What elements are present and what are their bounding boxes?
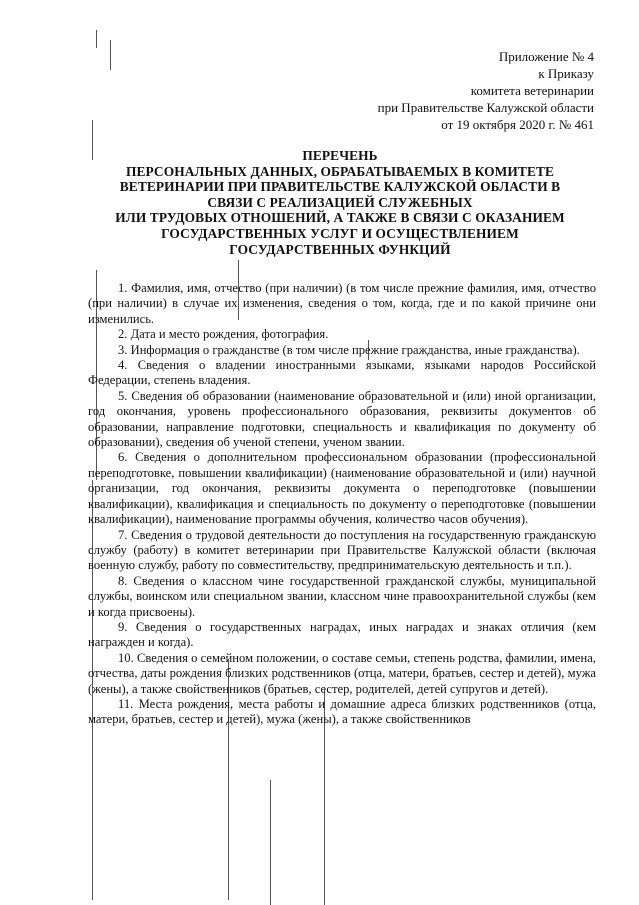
- scan-artifact-line: [96, 30, 97, 48]
- document-body: [88, 281, 596, 728]
- list-item: 5. Сведения об образовании (наименование образовательной и (или) иной организации, год окончания, уровень профессионального образования, реквизиты документов об образовании, направление подготовки, специальность и квалификация по документу об образовании), сведения об ученой степени, ученом звании.: [88, 388, 596, 450]
- list-item: 7. Сведения о трудовой деятельности до поступления на государственную гражданскую службу (работу) в комитет ветеринарии при Правительстве Калужской области (включая военную службу, работу по совместительству, предпринимательскую деятельность и т.п.).: [88, 527, 596, 573]
- appendix-order-ref: к Приказу: [538, 66, 594, 81]
- list-item: 1. Фамилия, имя, отчество (при наличии) (в том числе прежние фамилия, имя, отчество (при наличии) в случае их изменения, сведения о том, когда, где и по какой причине они изменились.: [88, 281, 596, 326]
- title-line: ИЛИ ТРУДОВЫХ ОТНОШЕНИЙ, А ТАКЖЕ В СВЯЗИ С ОКАЗАНИЕМ: [115, 210, 565, 226]
- scan-artifact-line: [270, 780, 271, 905]
- list-item: 4. Сведения о владении иностранными языками, языками народов Российской Федерации, степень владения.: [88, 358, 596, 388]
- list-item: 6. Сведения о дополнительном профессиональном образовании (профессиональной переподготовке, повышении квалификации) (наименование образовательной и (или) научной организации, год окончания, реквизиты документа о переподготовке (повышении квалификации), квалификация и специальность по документу о переподготовке (повышении квалификации), наименование программы обучения, количество часов обучения).: [88, 450, 596, 527]
- document-title: [90, 148, 590, 257]
- title-line: ВЕТЕРИНАРИИ ПРИ ПРАВИТЕЛЬСТВЕ КАЛУЖСКОЙ ОБЛАСТИ В: [119, 179, 561, 195]
- list-item: 10. Сведения о семейном положении, о составе семьи, степень родства, фамилии, имена, отчества, даты рождения близких родственников (отца, матери, братьев, сестер и детей), мужа (жены), а также свойственников (братьев, сестер, родителей, детей супругов и детей).: [88, 650, 596, 696]
- list-item: 9. Сведения о государственных наградах, иных наградах и знаках отличия (кем награжден и когда).: [88, 619, 596, 650]
- title-line: ПЕРСОНАЛЬНЫХ ДАННЫХ, ОБРАБАТЫВАЕМЫХ В КОМИТЕТЕ: [125, 163, 555, 179]
- list-item: 11. Места рождения, места работы и домашние адреса близких родственников (отца, матери, братьев, сестер и детей), мужа (жены), а также свойственников: [88, 696, 596, 727]
- scan-artifact-line: [110, 40, 111, 70]
- list-item: 2. Дата и место рождения, фотография.: [118, 327, 329, 342]
- title-line: ПЕРЕЧЕНЬ: [302, 148, 378, 163]
- list-item: 3. Информация о гражданстве (в том числе прежние гражданства, иные гражданства).: [118, 342, 580, 357]
- appendix-government: при Правительстве Калужской области: [377, 100, 594, 115]
- appendix-number: Приложение № 4: [498, 49, 594, 64]
- title-line: ГОСУДАРСТВЕННЫХ УСЛУГ И ОСУЩЕСТВЛЕНИЕМ: [161, 225, 519, 241]
- appendix-committee: комитета ветеринарии: [470, 83, 594, 98]
- appendix-header: [378, 48, 594, 133]
- list-item: 8. Сведения о классном чине государственной гражданской службы, муниципальной службы, воинском или специальном звании, классном чине правоохранительной службы (кем и когда присвоены).: [88, 573, 596, 619]
- title-line: ГОСУДАРСТВЕННЫХ ФУНКЦИЙ: [229, 241, 451, 257]
- appendix-date: от 19 октября 2020 г. № 461: [441, 117, 594, 132]
- title-line: СВЯЗИ С РЕАЛИЗАЦИЕЙ СЛУЖЕБНЫХ: [207, 194, 473, 210]
